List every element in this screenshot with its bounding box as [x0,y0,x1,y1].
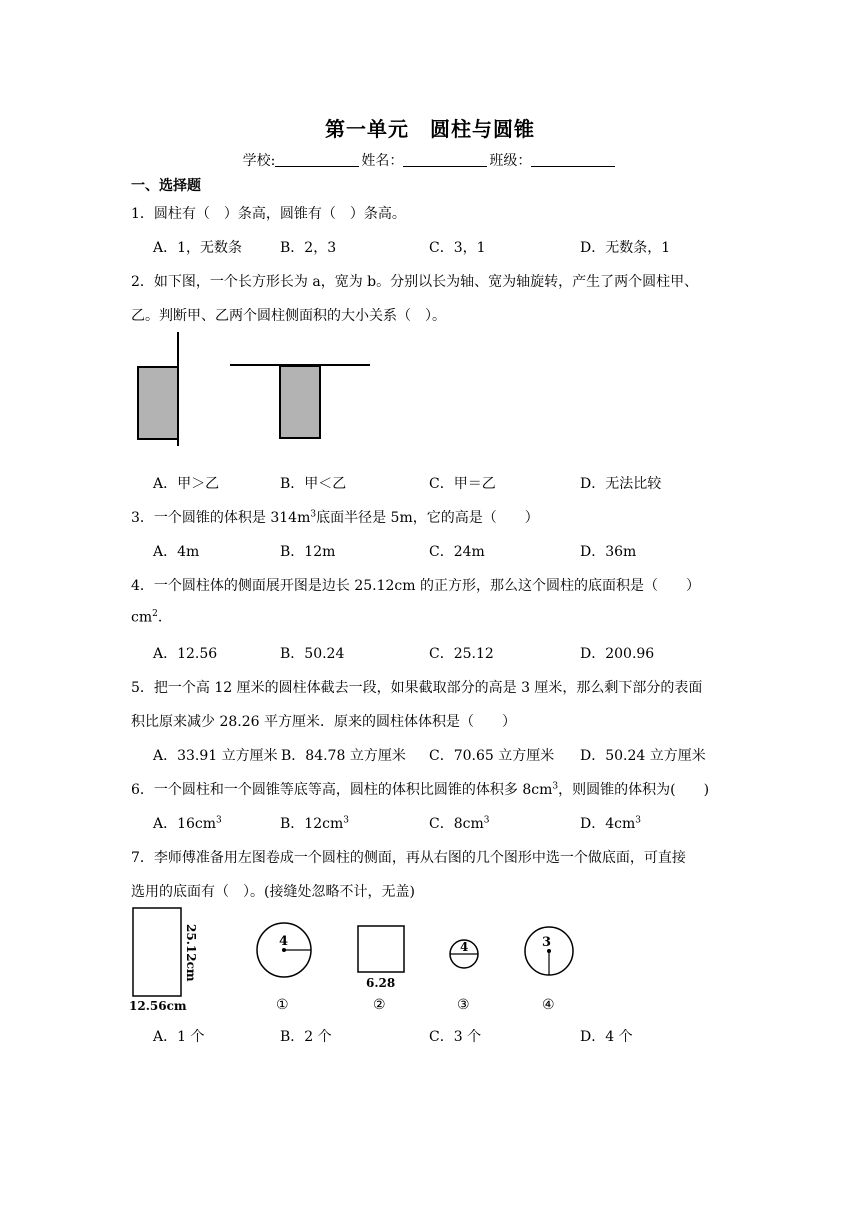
option-d: D．4 个 [580,1029,633,1045]
circle-4-label: 3 [542,935,552,950]
figure-mark-4: ④ [542,997,555,1013]
option-c: C．甲＝乙 [429,476,496,492]
option-a [153,813,222,833]
question-7-line-2: 选用的底面有（ ）。(接缝处忽略不计，无盖) [131,884,415,900]
option-c: C．3 个 [429,1029,482,1045]
option-a: A．12.56 [153,646,218,662]
option-a-text: A．16cm [153,816,217,832]
option-b: B．2 个 [280,1029,332,1045]
question-2-line-1: 2．如下图，一个长方形长为 a，宽为 b。分别以长为轴、宽为轴旋转，产生了两个圆柱甲、 [131,274,699,290]
option-d [580,813,641,833]
option-c: C．70.65 立方厘米 [429,748,555,764]
option-d: D．200.96 [580,646,655,662]
q3-text-pre: 3．一个圆锥的体积是 314m [131,510,311,526]
lateral-rectangle [133,908,181,996]
option-b-sup: 3 [343,815,349,826]
school-label: 学校: [242,153,276,169]
square-label: 6.28 [366,976,396,990]
school-blank[interactable] [275,152,359,167]
class-blank[interactable] [531,152,615,167]
option-d-text: D．4cm [580,816,636,832]
square [358,926,404,972]
option-d-sup: 3 [635,815,641,826]
rect-height-label: 25.12cm [184,924,198,982]
question-3-text [131,507,539,527]
option-a: A．1，无数条 [153,240,243,256]
name-blank[interactable] [403,152,487,167]
option-c: C．3，1 [429,240,486,256]
q3-text-post: 底面半径是 5m，它的高是（ ） [316,510,539,526]
page-title: 第一单元 圆柱与圆锥 [325,117,535,141]
option-c: C．25.12 [429,646,494,662]
option-b: B．84.78 立方厘米 [281,748,406,764]
section-heading: 一、选择题 [131,178,201,194]
rectangle-rotating-about-width [280,366,320,438]
q6-text-pre: 6．一个圆柱和一个圆锥等底等高，圆柱的体积比圆锥的体积多 8cm [131,782,553,798]
option-a-sup: 3 [216,815,222,826]
q4-period: . [157,609,163,626]
rect-width-label: 12.56cm [129,999,187,1013]
option-b: B．2，3 [280,240,337,256]
question-6-text [131,779,709,799]
rectangle-rotating-about-length [138,367,178,439]
option-a: A．甲＞乙 [153,476,220,492]
question-2-line-2: 乙。判断甲、乙两个圆柱侧面积的大小关系（ ）。 [131,308,446,324]
option-b-text: B．12cm [280,816,344,832]
option-d: D．36m [580,544,637,560]
option-c-sup: 3 [483,815,490,826]
question-1-text: 1．圆柱有（ ）条高，圆锥有（ ）条高。 [131,206,406,222]
q6-text-post: ，则圆锥的体积为( ) [558,782,710,798]
option-d: D．50.24 立方厘米 [580,748,706,764]
q3-superscript: 3 [310,509,317,520]
question-5-line-2: 积比原来减少 28.26 平方厘米．原来的圆柱体体积是（ ） [131,714,516,730]
circle-1-label: 4 [279,934,289,949]
name-label: 姓名： [361,153,404,169]
class-label: 班级： [489,153,532,169]
option-d: D．无数条，1 [580,240,671,256]
question-5-line-1: 5．把一个高 12 厘米的圆柱体截去一段，如果截取部分的高是 3 厘米，那么剩下部分的表面 [131,680,703,696]
option-c: C．24m [429,544,485,560]
q4-superscript: 2 [152,609,158,619]
q4-unit: cm [131,609,153,626]
option-a: A．33.91 立方厘米 [153,748,278,764]
question-7-line-1: 7．李师傅准备用左图卷成一个圆柱的侧面，再从右图的几个图形中选一个做底面，可直接 [131,850,686,866]
question-4-line-1: 4．一个圆柱体的侧面展开图是边长 25.12cm 的正方形，那么这个圆柱的底面积是（ ） [131,578,701,594]
option-a: A．4m [153,544,200,560]
option-c-text: C．8cm [429,816,484,832]
option-c [429,813,489,833]
option-d: D．无法比较 [580,476,662,492]
figure-mark-2: ② [373,997,386,1013]
option-b: B．甲＜乙 [280,476,347,492]
q6-superscript: 3 [552,781,559,792]
circle-3-label: 4 [460,940,469,954]
question-4-line-2 [131,609,162,626]
option-a: A．1 个 [153,1029,205,1045]
figure-mark-3: ③ [457,997,470,1013]
option-b: B．12m [280,544,336,560]
question-2-figure [130,332,375,447]
question-7-figure [125,900,595,1015]
option-b [280,813,349,833]
student-info-line [0,150,860,170]
figure-mark-1: ① [276,997,289,1013]
option-b: B．50.24 [280,646,345,662]
